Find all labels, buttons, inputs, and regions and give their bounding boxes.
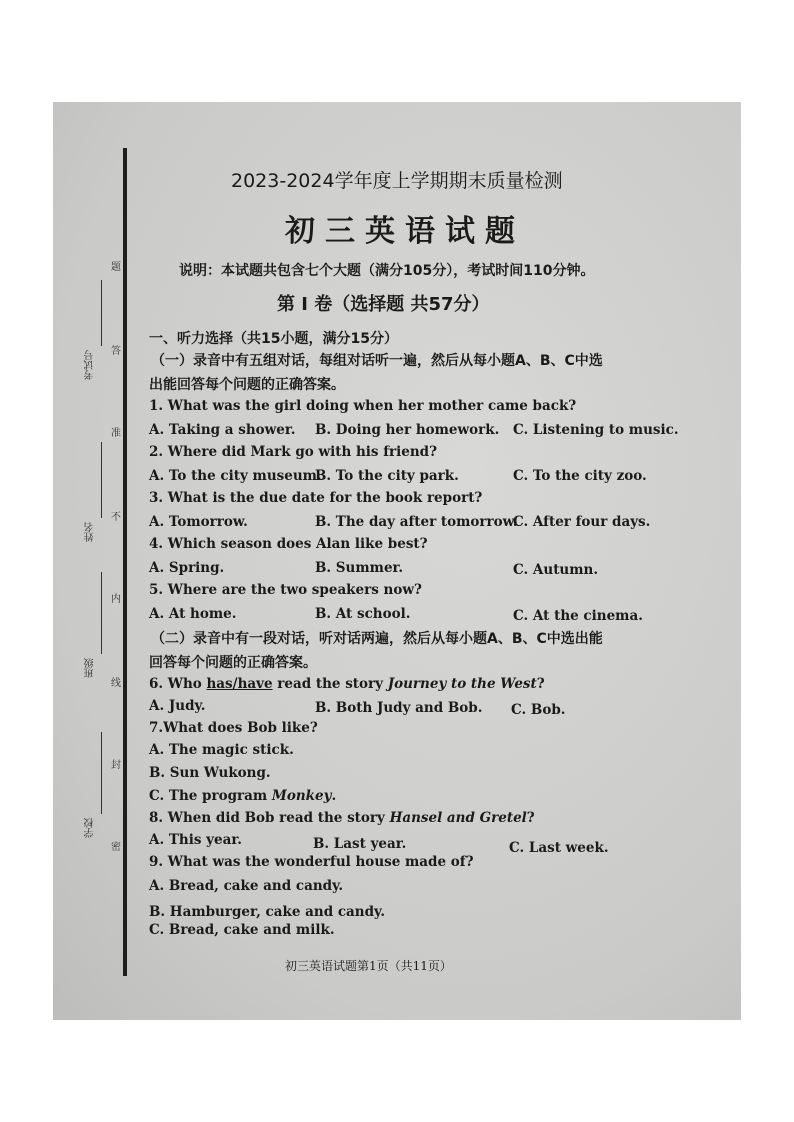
part2-directions: 回答每个问题的正确答案。	[149, 655, 317, 671]
option-c: C. Autumn.	[513, 562, 599, 578]
option-b: B. Both Judy and Bob.	[315, 700, 483, 716]
part1-directions: 出能回答每个问题的正确答案。	[149, 377, 345, 393]
question-9: 9. What was the wonderful house made of?	[149, 854, 474, 870]
field-line	[101, 280, 102, 346]
field-line	[101, 732, 102, 814]
option-c: C. The program Monkey.	[149, 788, 337, 804]
question-1: 1. What was the girl doing when her mother came back?	[149, 398, 577, 414]
option-a: A. This year.	[149, 832, 242, 848]
question-6: 6. Who has/have read the story Journey to the West?	[149, 676, 545, 692]
binding-margin	[53, 102, 125, 1020]
exam-paper	[53, 102, 741, 1020]
seal-char: 密	[111, 842, 121, 853]
option-a: A. Judy.	[149, 698, 206, 714]
question-7: 7.What does Bob like?	[149, 720, 318, 736]
book-title: Hansel and Gretel	[389, 810, 527, 826]
seal-char: 不	[111, 512, 121, 523]
field-label: 学校	[85, 818, 96, 838]
option-c: C. Bread, cake and milk.	[149, 922, 335, 938]
underlined-word: has/have	[206, 676, 273, 692]
field-label: 考试号	[85, 350, 96, 380]
question-8: 8. When did Bob read the story Hansel and Gretel?	[149, 810, 535, 826]
field-line	[101, 572, 102, 654]
seal-char: 准	[111, 428, 121, 439]
field-label: 班级	[85, 658, 96, 678]
option-a: A. At home.	[149, 606, 237, 622]
book-title: Journey to the West	[387, 676, 537, 692]
binding-line	[123, 148, 127, 976]
option-a: A. Taking a shower.	[149, 422, 296, 438]
option-b: B. At school.	[315, 606, 411, 622]
option-b: B. The day after tomorrow.	[315, 514, 518, 530]
option-a: A. To the city museum.	[149, 468, 322, 484]
question-2: 2. Where did Mark go with his friend?	[149, 444, 438, 460]
part2-directions: （二）录音中有一段对话，听对话两遍，然后从每小题A、B、C中选出能	[151, 631, 603, 647]
option-c: C. At the cinema.	[513, 608, 643, 624]
option-b: B. Doing her homework.	[315, 422, 500, 438]
question-5: 5. Where are the two speakers now?	[149, 582, 422, 598]
option-a: A. Tomorrow.	[149, 514, 248, 530]
field-label: 姓名	[85, 522, 96, 542]
option-b: B. Last year.	[313, 836, 407, 852]
option-b: B. Sun Wukong.	[149, 765, 271, 781]
question-3: 3. What is the due date for the book report?	[149, 490, 483, 506]
seal-char: 线	[111, 678, 121, 689]
option-a: A. Bread, cake and candy.	[149, 878, 344, 894]
instructions: 说明：本试题共包含七个大题（满分105分），考试时间110分钟。	[179, 263, 595, 279]
part1-directions: （一）录音中有五组对话，每组对话听一遍，然后从每小题A、B、C中选	[151, 353, 603, 369]
option-c: C. To the city zoo.	[513, 468, 647, 484]
volume-title: 第 I 卷（选择题 共57分）	[277, 294, 490, 315]
question-4: 4. Which season does Alan like best?	[149, 536, 428, 552]
field-line	[101, 442, 102, 518]
option-a: A. The magic stick.	[149, 742, 294, 758]
option-c: C. Listening to music.	[513, 422, 679, 438]
exam-title: 2023-2024学年度上学期期末质量检测	[231, 170, 563, 192]
seal-char: 封	[111, 760, 121, 771]
option-b: B. To the city park.	[315, 468, 459, 484]
seal-char: 内	[111, 594, 121, 605]
section-title: 一、听力选择（共15小题，满分15分）	[149, 331, 398, 347]
option-c: C. Bob.	[511, 702, 566, 718]
subject-title: 初三英语试题	[285, 214, 525, 249]
seal-char: 题	[111, 262, 121, 273]
school-field[interactable]	[83, 732, 103, 852]
option-b: B. Hamburger, cake and candy.	[149, 904, 386, 920]
name-field[interactable]	[83, 442, 103, 552]
option-a: A. Spring.	[149, 560, 225, 576]
exam-number-field[interactable]	[83, 280, 103, 390]
option-b: B. Summer.	[315, 560, 404, 576]
option-c: C. After four days.	[513, 514, 651, 530]
seal-char: 答	[111, 346, 121, 357]
page-footer: 初三英语试题第1页（共11页）	[285, 959, 452, 973]
option-c: C. Last week.	[509, 840, 609, 856]
class-field[interactable]	[83, 572, 103, 692]
